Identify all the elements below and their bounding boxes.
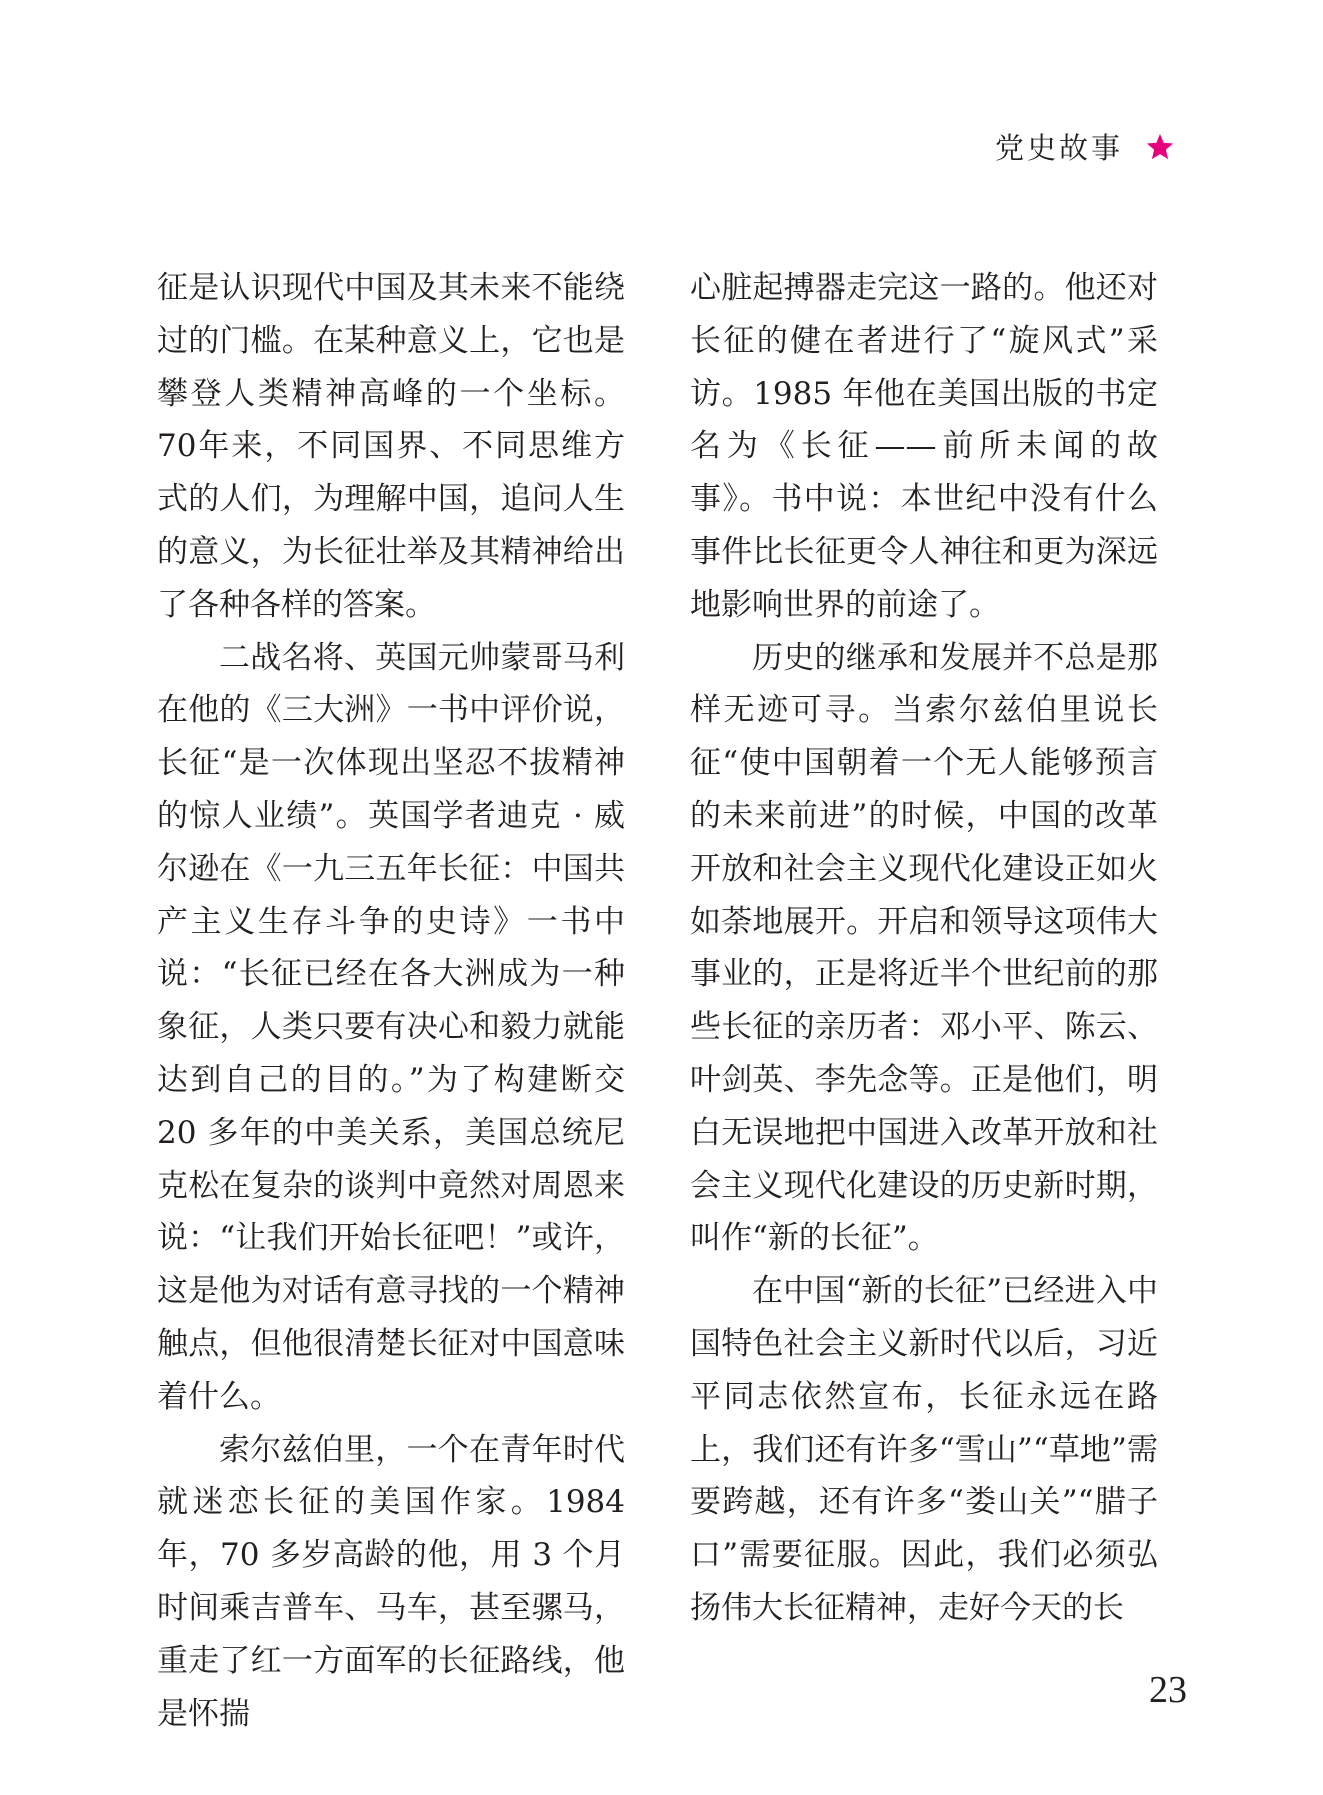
paragraph: 索尔兹伯里，一个在青年时代就迷恋长征的美国作家。1984 年，70 多岁高龄的他，用 3 个月时间乘吉普车、马车，甚至骡马，重走了红一方面军的长征路线，他是怀揣 — [157, 1431, 625, 1732]
paragraph: 征是认识现代中国及其未来不能绕过的门槛。在某种意义上，它也是攀登人类精神高峰的一个坐标。70年来，不同国界、不同思维方式的人们，为理解中国，追问人生的意义，为长征壮举及其精神给出了各种各样的答案。 — [157, 270, 625, 623]
paragraph: 历史的继承和发展并不总是那样无迹可寻。当索尔兹伯里说长征“使中国朝着一个无人能够预言的未来前进”的时候，中国的改革开放和社会主义现代化建设正如火如荼地展开。开启和领导这项伟大事业的，正是将近半个世纪前的那些长征的亲历者：邓小平、陈云、叶剑英、李先念等。正是他们，明白无误地把中国进入改革开放和社会主义现代化建设的历史新时期，叫作“新的长征”。 — [690, 639, 1158, 1257]
section-title: 党史故事 — [994, 131, 1123, 165]
page-number: 23 — [1149, 1669, 1187, 1711]
paragraph: 在中国“新的长征”已经进入中国特色社会主义新时代以后，习近平同志依然宣布，长征永远在路上，我们还有许多“雪山”“草地”需要跨越，还有许多“娄山关”“腊子口”需要征服。因此，我们必须弘扬伟大长征精神，走好今天的长 — [690, 1273, 1158, 1626]
running-head — [995, 126, 1175, 167]
right-column — [690, 262, 1158, 1635]
star-icon — [1145, 132, 1175, 162]
paragraph: 心脏起搏器走完这一路的。他还对长征的健在者进行了“旋风式”采访。1985 年他在美国出版的书定名为《长征——前所未闻的故事》。书中说：本世纪中没有什么事件比长征更令人神往和更为深远地影响世界的前途了。 — [690, 270, 1158, 623]
paragraph: 二战名将、英国元帅蒙哥马利在他的《三大洲》一书中评价说，长征“是一次体现出坚忍不拔精神的惊人业绩”。英国学者迪克 · 威尔逊在《一九三五年长征：中国共产主义生存斗争的史诗》一书中说：“长征已经在各大洲成为一种象征，人类只要有决心和毅力就能达到自己的目的。”为了构建断交 20 多年的中美关系，美国总统尼克松在复杂的谈判中竟然对周恩来说：“让我们开始长征吧！”或许，这是他为对话有意寻找的一个精神触点，但他很清楚长征对中国意味着什么。 — [157, 639, 625, 1415]
left-column — [157, 262, 625, 1740]
